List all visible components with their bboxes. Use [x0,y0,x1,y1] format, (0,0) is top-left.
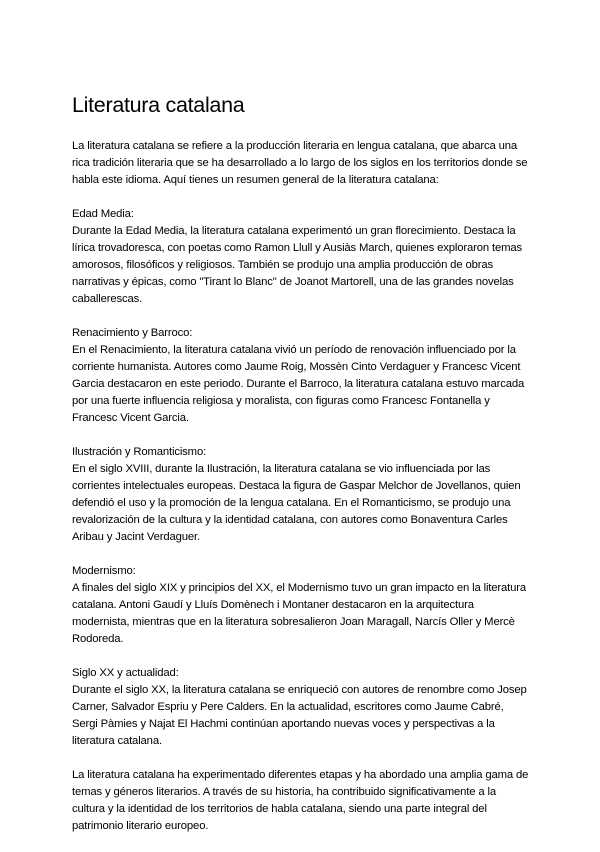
section-renacimiento-barroco [72,325,530,427]
document-body [72,138,530,852]
document-title: Literatura catalana [72,93,245,117]
conclusion-paragraph: La literatura catalana ha experimentado diferentes etapas y ha abordado una amplia gama de temas y géneros literarios. A través de su historia, ha contribuido significativamente a la cultura y la identidad de los territorios de habla catalana, siendo una parte integral del patrimonio literario europeo. [72,769,529,832]
section-text: En el siglo XVIII, durante la Ilustración, la literatura catalana se vio influenciada por las corrientes intelectuales europeas. Destaca la figura de Gaspar Melchor de Jovellanos, quien defendió el uso y la promoción de la lengua catalana. En el Romanticismo, se produjo una revalorización de la cultura y la identidad catalana, con autores como Bonaventura Carles Aribau y Jacint Verdaguer. [72,463,521,543]
section-text: En el Renacimiento, la literatura catalana vivió un período de renovación influenciado por la corriente humanista. Autores como Jaume Roig, Mossèn Cinto Verdaguer y Francesc Vicent Garcia destacaron en este periodo. Durante el Barroco, la literatura catalana estuvo marcada por una fuerte influencia religiosa y moralista, con figuras como Francesc Fontanella y Francesc Vicent Garcia. [72,344,525,424]
section-text: Durante la Edad Media, la literatura catalana experimentó un gran florecimiento. Destaca la lírica trovadoresca, con poetas como Ramon Llull y Ausiàs March, quienes exploraron temas amorosos, filosóficos y religiosos. También se produjo una amplia producción de obras narrativas y épicas, como "Tirant lo Blanc" de Joanot Martorell, una de las grandes novelas caballerescas. [72,225,523,305]
section-heading: Modernismo: [72,565,136,577]
section-heading: Siglo XX y actualidad: [72,667,179,679]
section-edad-media [72,206,530,308]
section-heading: Renacimiento y Barroco: [72,327,193,339]
intro-paragraph: La literatura catalana se refiere a la producción literaria en lengua catalana, que abarca una rica tradición literaria que se ha desarrollado a lo largo de los siglos en los territorios donde se habla este idioma. Aquí tienes un resumen general de la literatura catalana: [72,140,528,186]
section-text: A finales del siglo XIX y principios del XX, el Modernismo tuvo un gran impacto en la literatura catalana. Antoni Gaudí y Lluís Domènech i Montaner destacaron en la arquitectura modernista, mientras que en la literatura sobresalieron Joan Maragall, Narcís Oller y Mercè Rodoreda. [72,582,527,645]
section-modernismo [72,563,530,648]
section-heading: Edad Media: [72,208,134,220]
section-heading: Ilustración y Romanticismo: [72,446,207,458]
section-ilustracion-romanticismo [72,444,530,546]
section-text: Durante el siglo XX, la literatura catalana se enriqueció con autores de renombre como Josep Carner, Salvador Espriu y Pere Calders. En la actualidad, escritores como Jaume Cabré, Sergi Pàmies y Najat El Hachmi continúan aportando nuevas voces y perspectivas a la literatura catalana. [72,684,527,747]
section-siglo-xx-actualidad [72,665,530,750]
